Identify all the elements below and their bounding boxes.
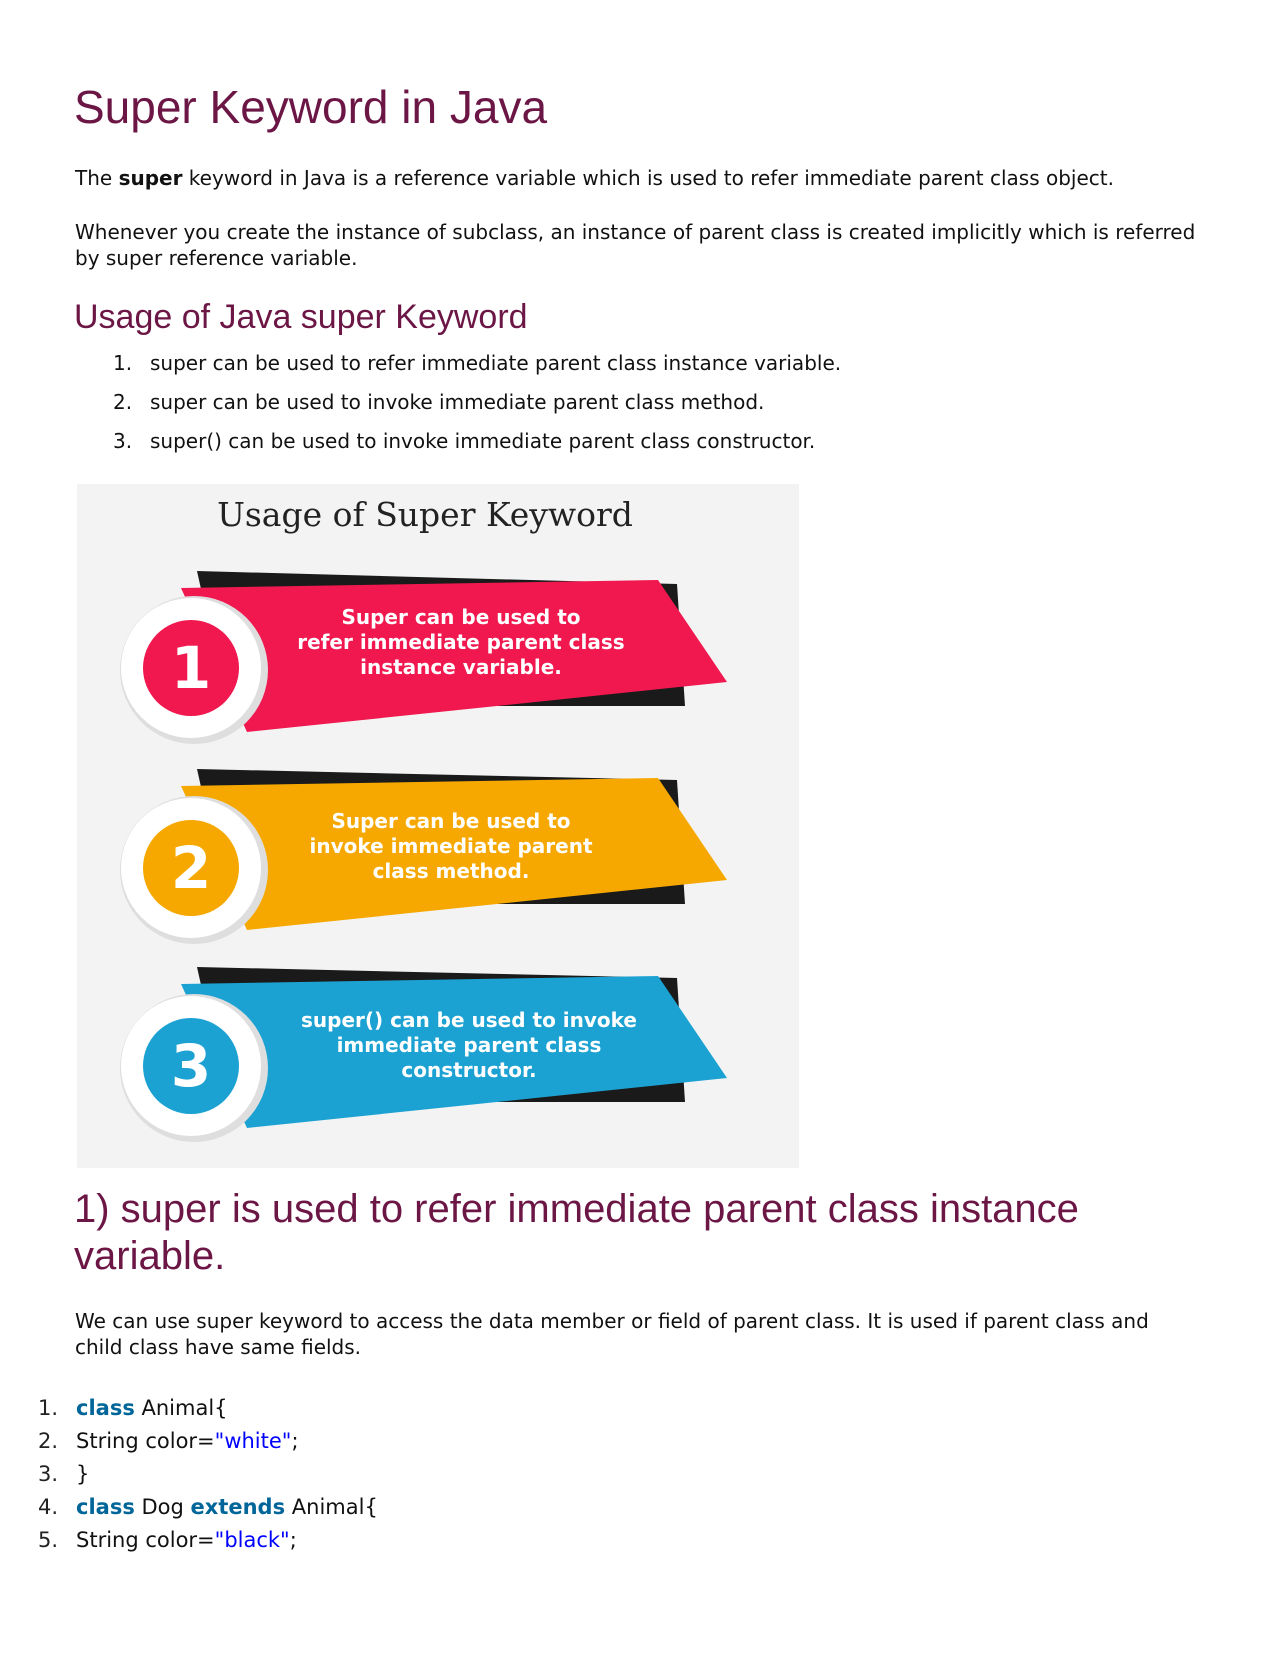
line-number: 3. [38,1462,59,1486]
usage-heading: Usage of Java super Keyword [74,298,528,336]
intro-text-after: keyword in Java is a reference variable which is used to refer immediate parent class object. [182,166,1114,190]
usage-list [110,350,841,467]
code-text: Dog [134,1495,191,1519]
list-item [110,428,841,467]
line-number: 2. [38,1429,59,1453]
code-text: String color= [76,1528,215,1552]
card-text-line: refer immediate parent class [297,630,625,654]
list-item [110,389,841,428]
list-item-number: 2. [113,390,133,414]
card-text-line: super() can be used to invoke [301,1008,637,1032]
line-number: 4. [38,1495,59,1519]
card-text-line: constructor. [401,1058,537,1082]
section-paragraph: We can use super keyword to access the data member or field of parent class. It is used if parent class and child class have same fields. [75,1309,1149,1359]
list-item-number: 1. [113,351,133,375]
list-item-text: super() can be used to invoke immediate parent class constructor. [150,429,816,453]
code-keyword: class [76,1495,135,1519]
badge-number: 1 [170,634,212,702]
code-line [38,1493,378,1526]
intro-paragraph-2: Whenever you create the instance of subclass, an instance of parent class is created implicitly which is referred by super reference variable. [75,220,1196,270]
infographic-title: Usage of Super Keyword [217,495,633,534]
usage-infographic [77,484,799,1168]
page-title: Super Keyword in Java [74,81,548,133]
usage-card-2 [120,769,727,944]
usage-card-3 [120,967,727,1142]
intro-paragraph-1 [75,165,1200,191]
code-text: ; [291,1429,299,1453]
section-heading: 1) super is used to refer immediate parent class instance variable. [74,1187,1079,1278]
super-keyword-bold: super [118,166,183,190]
card-text-line: class method. [372,859,530,883]
list-item-text: super can be used to refer immediate parent class instance variable. [150,351,842,375]
code-line [38,1460,378,1493]
list-item [110,350,841,389]
line-number: 5. [38,1528,59,1552]
code-keyword: class [76,1396,135,1420]
usage-card-1 [120,571,727,744]
card-text-line: immediate parent class [336,1033,602,1057]
badge-number: 3 [170,1032,212,1100]
code-listing [38,1394,378,1559]
code-keyword: extends [190,1495,286,1519]
line-number: 1. [38,1396,59,1420]
card-text-line: Super can be used to [341,605,581,629]
card-text-line: invoke immediate parent [309,834,593,858]
code-text: } [76,1462,90,1486]
code-text: Animal{ [285,1495,378,1519]
list-item-text: super can be used to invoke immediate parent class method. [150,390,765,414]
code-line [38,1394,378,1427]
infographic-canvas [77,484,799,1168]
card-text-line: instance variable. [360,655,562,679]
code-text: ; [289,1528,297,1552]
list-item-number: 3. [113,429,133,453]
code-text: Animal{ [134,1396,228,1420]
code-string: "black" [214,1528,290,1552]
code-text: String color= [76,1429,215,1453]
badge-number: 2 [170,834,212,902]
card-text-line: Super can be used to [331,809,571,833]
intro-text-before: The [75,166,119,190]
code-string: "white" [214,1429,292,1453]
code-line [38,1526,378,1559]
code-line [38,1427,378,1460]
